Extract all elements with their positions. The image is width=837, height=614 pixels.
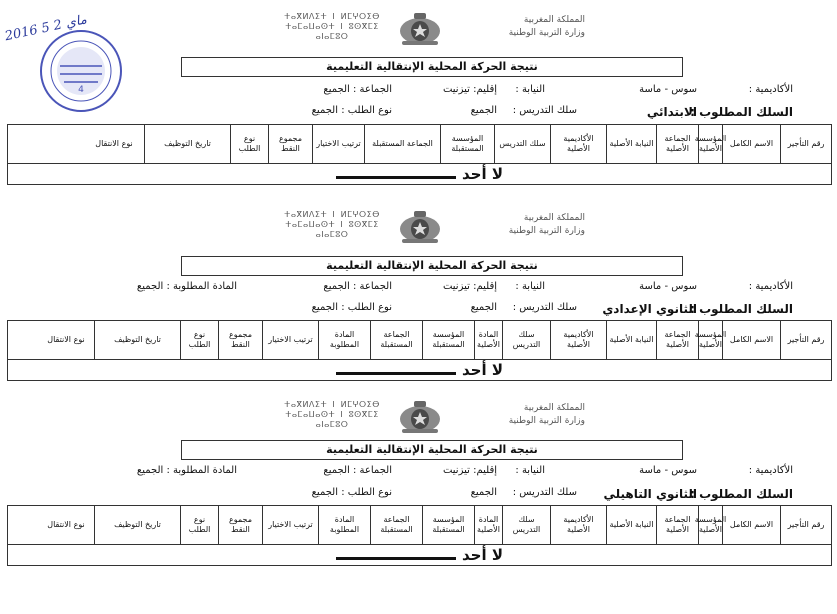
teaching-cycle-label: سلك التدريس : xyxy=(512,487,577,498)
royal-emblem-icon xyxy=(398,210,442,244)
column-header: مجموع النقط xyxy=(218,506,262,544)
table-body-row xyxy=(8,545,831,565)
results-table xyxy=(7,320,832,381)
ministry-arabic: وزارة التربية الوطنية xyxy=(508,226,585,236)
column-header: النيابة الأصلية xyxy=(606,321,656,359)
result-underline xyxy=(336,551,456,560)
commune-field: الجماعة : الجميع xyxy=(323,84,392,95)
column-header: نوع الطلب xyxy=(180,321,218,359)
cycle-label: السلك المطلوب : xyxy=(690,302,793,316)
column-header: المؤسسة الأصلية xyxy=(698,321,722,359)
column-header: سلك التدريس xyxy=(502,321,550,359)
kingdom-tifinagh: ⵜⴰⴳⵍⴷⵉⵜ ⵏ ⵍⵎⵖⵔⵉⴱ xyxy=(284,12,380,21)
column-header: نوع الانتقال xyxy=(47,520,85,529)
page-title: نتيجة الحركة المحلية الإنتقالية التعليمية xyxy=(181,57,683,77)
kingdom-arabic: المملكة المغربية xyxy=(523,15,585,25)
tifinagh-header xyxy=(272,12,392,42)
column-header: المؤسسة المستقبلة xyxy=(422,506,474,544)
teaching-cycle-value: الجميع xyxy=(470,105,497,116)
niaba-value: إقليم: تيزنيت xyxy=(442,465,497,476)
column-header: المؤسسة المستقبلة xyxy=(422,321,474,359)
tifinagh-header xyxy=(272,210,392,240)
teaching-cycle-label: سلك التدريس : xyxy=(512,302,577,313)
royal-emblem-icon xyxy=(398,400,442,434)
cycle-label: السلك المطلوب : xyxy=(690,487,793,501)
commune-field: الجماعة : الجميع xyxy=(323,465,392,476)
column-header: المؤسسة الأصلية xyxy=(698,125,722,163)
column-header: المؤسسة المستقبلة xyxy=(440,125,494,163)
column-header: الاسم الكامل xyxy=(722,125,780,163)
column-header: المادة المطلوبة xyxy=(318,321,370,359)
cycle-label: السلك المطلوب : xyxy=(690,105,793,119)
niaba-value: إقليم: تيزنيت xyxy=(442,281,497,292)
arabic-header xyxy=(475,402,585,428)
column-header: المادة المطلوبة xyxy=(318,506,370,544)
column-header: الأكاديمية الأصلية xyxy=(550,125,606,163)
ministry-tifinagh-2: ⴰⵏⴰⵎⵓⵔ xyxy=(315,420,349,429)
results-table xyxy=(7,505,832,566)
column-header: الجماعة المستقبلة xyxy=(370,321,422,359)
subject-field: المادة المطلوبة : الجميع xyxy=(136,465,237,476)
academy-label: الأكاديمية : xyxy=(748,84,793,95)
niaba-label: النيابة : xyxy=(515,84,545,95)
column-header: الجماعة الأصلية xyxy=(656,125,698,163)
table-header xyxy=(8,506,831,545)
result-underline xyxy=(336,366,456,375)
academy-label: الأكاديمية : xyxy=(748,465,793,476)
column-header: الاسم الكامل xyxy=(722,506,780,544)
cycle-value: الثانوي الإعدادي xyxy=(602,302,697,316)
teaching-cycle-label: سلك التدريس : xyxy=(512,105,577,116)
results-table xyxy=(7,124,832,185)
royal-emblem-icon xyxy=(398,12,442,46)
tifinagh-header xyxy=(272,400,392,430)
ministry-arabic: وزارة التربية الوطنية xyxy=(508,416,585,426)
request-type-field: نوع الطلب : الجميع xyxy=(311,487,392,498)
niaba-value: إقليم: تيزنيت xyxy=(442,84,497,95)
column-header: نوع الانتقال xyxy=(47,335,85,344)
column-header: المادة الأصلية xyxy=(474,506,502,544)
result-underline xyxy=(336,170,456,179)
table-header xyxy=(8,321,831,360)
column-header: مجموع النقط xyxy=(268,125,312,163)
column-header: المادة الأصلية xyxy=(474,321,502,359)
table-body-row xyxy=(8,360,831,380)
request-type-field: نوع الطلب : الجميع xyxy=(311,302,392,313)
academy-value: سوس - ماسة xyxy=(639,84,697,95)
column-header: رقم التأجير xyxy=(780,125,831,163)
kingdom-tifinagh: ⵜⴰⴳⵍⴷⵉⵜ ⵏ ⵍⵎⵖⵔⵉⴱ xyxy=(284,210,380,219)
table-header xyxy=(8,125,831,164)
column-header: رقم التأجير xyxy=(780,506,831,544)
kingdom-arabic: المملكة المغربية xyxy=(523,403,585,413)
column-header: ترتيب الاختيار xyxy=(262,506,318,544)
column-header: تاريخ التوظيف xyxy=(94,506,180,544)
svg-text:4: 4 xyxy=(78,85,84,95)
column-header: الأكاديمية الأصلية xyxy=(550,321,606,359)
page-title: نتيجة الحركة المحلية الإنتقالية التعليمية xyxy=(181,440,683,460)
arabic-header xyxy=(475,212,585,238)
column-header: سلك التدريس xyxy=(502,506,550,544)
column-header: النيابة الأصلية xyxy=(606,125,656,163)
column-header: ترتيب الاختيار xyxy=(262,321,318,359)
table-body-row xyxy=(8,164,831,184)
column-header: نوع الطلب xyxy=(230,125,268,163)
column-header: المؤسسة الأصلية xyxy=(698,506,722,544)
kingdom-tifinagh: ⵜⴰⴳⵍⴷⵉⵜ ⵏ ⵍⵎⵖⵔⵉⴱ xyxy=(284,400,380,409)
teaching-cycle-value: الجميع xyxy=(470,487,497,498)
no-result-text xyxy=(336,165,503,183)
ministry-tifinagh: ⵜⴰⵎⴰⵡⴰⵙⵜ ⵏ ⵓⵙⴳⵎⵉ xyxy=(285,22,379,31)
stamp-date: 2016 ماي 2 5 xyxy=(3,12,89,45)
result-label: لا أحد xyxy=(461,361,503,379)
ministry-arabic: وزارة التربية الوطنية xyxy=(508,28,585,38)
no-result-text xyxy=(336,361,503,379)
column-header: مجموع النقط xyxy=(218,321,262,359)
kingdom-arabic: المملكة المغربية xyxy=(523,213,585,223)
column-header: الأكاديمية الأصلية xyxy=(550,506,606,544)
academy-label: الأكاديمية : xyxy=(748,281,793,292)
cycle-value: الابتدائي xyxy=(646,105,697,119)
column-header: الجماعة المستقبلة xyxy=(364,125,440,163)
cycle-value: الثانوي التاهيلي xyxy=(603,487,697,501)
column-header: سلك التدريس xyxy=(494,125,550,163)
result-label: لا أحد xyxy=(461,546,503,564)
ministry-tifinagh-2: ⴰⵏⴰⵎⵓⵔ xyxy=(315,230,349,239)
ministry-tifinagh: ⵜⴰⵎⴰⵡⴰⵙⵜ ⵏ ⵓⵙⴳⵎⵉ xyxy=(285,410,379,419)
arabic-header xyxy=(475,14,585,40)
result-label: لا أحد xyxy=(461,165,503,183)
commune-field: الجماعة : الجميع xyxy=(323,281,392,292)
column-header: الجماعة المستقبلة xyxy=(370,506,422,544)
academy-value: سوس - ماسة xyxy=(639,465,697,476)
niaba-label: النيابة : xyxy=(515,465,545,476)
column-header: نوع الطلب xyxy=(180,506,218,544)
academy-value: سوس - ماسة xyxy=(639,281,697,292)
subject-field: المادة المطلوبة : الجميع xyxy=(136,281,237,292)
column-header: رقم التأجير xyxy=(780,321,831,359)
teaching-cycle-value: الجميع xyxy=(470,302,497,313)
column-header: الجماعة الأصلية xyxy=(656,506,698,544)
page-title: نتيجة الحركة المحلية الإنتقالية التعليمية xyxy=(181,256,683,276)
no-result-text xyxy=(336,546,503,564)
niaba-label: النيابة : xyxy=(515,281,545,292)
column-header: تاريخ التوظيف xyxy=(94,321,180,359)
column-header: الاسم الكامل xyxy=(722,321,780,359)
column-header: نوع الانتقال xyxy=(95,139,133,148)
request-type-field: نوع الطلب : الجميع xyxy=(311,105,392,116)
official-stamp-icon xyxy=(38,28,124,114)
ministry-tifinagh-2: ⴰⵏⴰⵎⵓⵔ xyxy=(315,32,349,41)
column-header: النيابة الأصلية xyxy=(606,506,656,544)
column-header: تاريخ التوظيف xyxy=(144,125,230,163)
ministry-tifinagh: ⵜⴰⵎⴰⵡⴰⵙⵜ ⵏ ⵓⵙⴳⵎⵉ xyxy=(285,220,379,229)
column-header: ترتيب الاختيار xyxy=(312,125,364,163)
column-header: الجماعة الأصلية xyxy=(656,321,698,359)
